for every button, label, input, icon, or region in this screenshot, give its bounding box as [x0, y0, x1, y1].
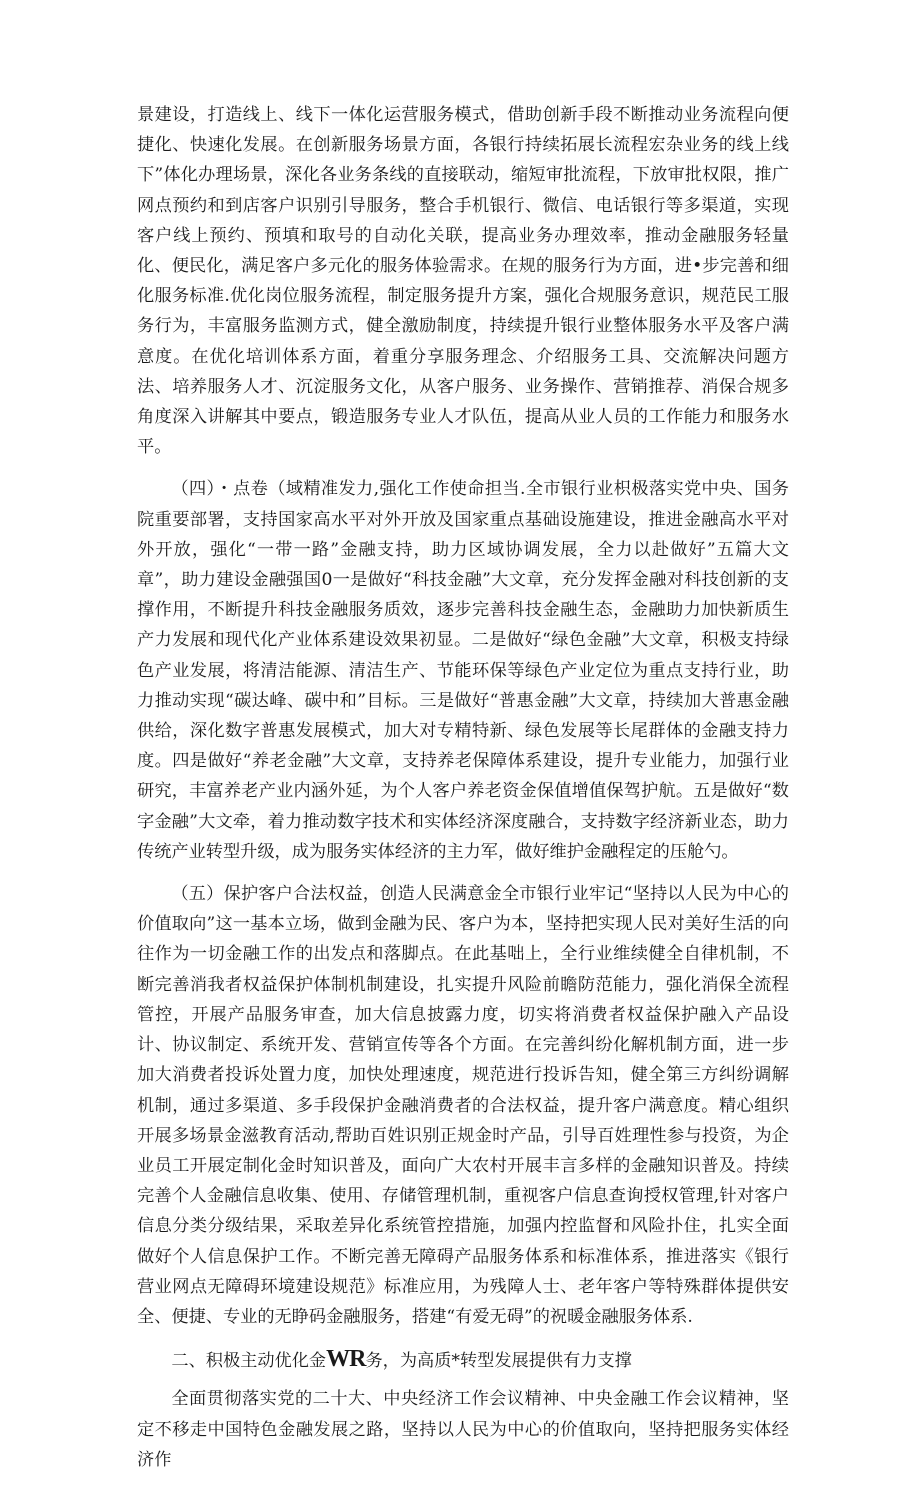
- paragraph-customer-rights: （五）保护客户合法权益，创造人民满意金全市银行业牢记“坚持以人民为中心的价值取向”这一基本立场，做到金融为民、客户为本，坚持把实现人民对美好生活的向往作为一切金融工作的出发点和落脚点。在此基咄上，全行业维续健全自律机制，不断完善消我者权益保护体制机制建设，扎实提升风险前瞻防范能力，强化消保全流程管控，开展产品服务审查，加大信息披露力度，切实将消费者权益保护融入产品设计、协议制定、系统开发、营销宣传等各个方面。在完善纠纷化解机制方面，进一步加大消费者投诉处置力度，加快处理速度，规范进行投诉告知，健全第三方纠纷调解机制，通过多渠道、多手段保护金融消费者的合法权益，提升客户满意度。精心组织开展多场景金滋教育活动,帮助百姓识别正规金时产品，引导百姓理性参与投资，为企业员工开展定制化金时知识普及，面向广大农村开展丰言多样的金融知识普及。持续完善个人金融信息收集、使用、存储管理机制，重视客户信息查询授权管理,针对客户信息分类分级结果，采取差异化系统管控措施，加强内控监督和风险扑住，扎实全面做好个人信息保护工作。不断完善无障碍产品服务体系和标准体系，推进落实《银行营业网点无障碍环境建设规范》标准应用，为残障人士、老年客户等特殊群体提供安全、便捷、专业的无睁码金融服务，搭建“有爱无碍”的祝暖金融服务体系.: [137, 884, 789, 1327]
- section-heading: [137, 1344, 789, 1376]
- section-heading-post: 务，为高质*转型发展提供有力支撑: [365, 1351, 632, 1372]
- section-heading-garbled: WR: [326, 1346, 366, 1373]
- document-body: [137, 100, 789, 1487]
- section-heading-pre: 二、积极主动优化金: [171, 1351, 327, 1372]
- paragraph-key-areas: （四）・点卷（域精准发力,强化工作使命担当.全市银行业枳极落实党中央、国务院重要部署，支持国家高水平对外开放及国家重点基础设施建设，推进金融高水平对外开放，强化“一带一路”金融支持，助力区域协调发展，全力以赴做好”五篇大文章”，助力建设金融强国0一是做好“科技金融”大文章，充分发挥金融对科技创新的支撑作用，不断提升科技金融服务质效，逐步完善科技金融生态，金融助力加快新质生产力发展和现代化产业体系建设效果初显。二是做好“绿色金融”大文章，积极支持绿色产业发展，将清洁能源、清洁生产、节能环保等绿色产业定位为重点支持行业，助力推动实现“碳达峰、碳中和”目标。三是做好“普惠金融”大文章，持续加大普惠金融供给，深化数字普惠发展模式，加大对专精特新、绿色发展等长尾群体的金融支持力度。四是做好“养老金融”大文章，支持养老保障体系建设，提升专业能力，加强行业研究，丰富养老产业内涵外延，为个人客户养老资金保值增值保驾护航。五是做好“数字金融”大文牵，着力推动数字技术和实体经济深度融合，支持数字经济新业态，助力传统产业转型升级，成为服务实体经济的主力军，做好维护金融程定的压舱勺。: [137, 479, 789, 862]
- paragraph-implementation: 全面贯彻落实党的二十大、中央经济工作会议精神、中央金融工作会议精神，坚定不移走中国特色金融发展之路，坚持以人民为中心的价值取向，坚持把服务实体经济作: [137, 1389, 789, 1470]
- paragraph-service-scenarios: 景建设，打造线上、线下一体化运营服务模式，借助创新手段不断推动业务流程向便捷化、快速化发展。在创新服务场景方面，各银行持续拓展长流程宏杂业务的线上线下”体化办理场景，深化各业务条线的直接联动，缩短审批流程，下放审批权限，推广网点预约和到店客户识别引导服务，整合手机银行、微信、电话银行等多渠道，实现客户线上预约、预填和取号的自动化关联，提高业务办理效率，推动金融服务轻量化、便民化，满足客户多元化的服务体验需求。在规的服务行为方面，进•步完善和细化服务标准.优化岗位服务流程，制定服务提升方案，强化合规服务意识，规范民工服务行为，丰富服务监测方式，健全激励制度，持续提升银行业整体服务水平及客户满意度。在优化培训体系方面，着重分享服务理念、介绍服务工具、交流解决问题方法、培养服务人才、沉淀服务文化，从客户服务、业务操作、营销推荐、消保合规多角度深入讲解其中要点，锻造服务专业人才队伍，提高从业人员的工作能力和服务水平。: [137, 105, 789, 458]
